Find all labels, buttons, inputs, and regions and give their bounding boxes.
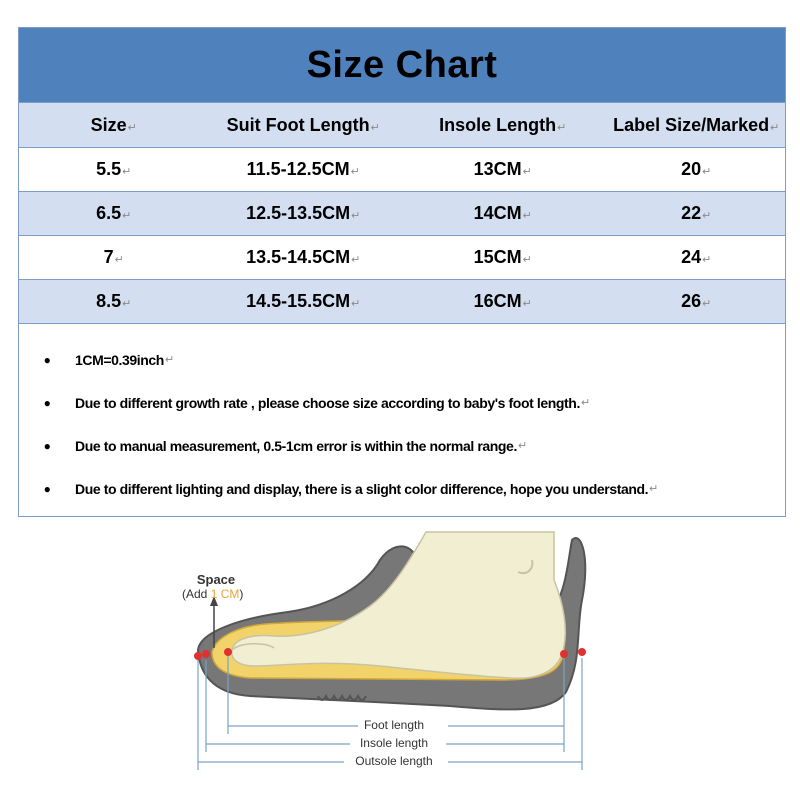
note-item: ● Due to manual measurement, 0.5-1cm error is within the normal range. ↵: [19, 424, 785, 467]
shoe-illustration: [170, 520, 600, 800]
table-header-row: [19, 103, 785, 148]
marker-dot: [224, 648, 232, 656]
bullet-icon: ●: [43, 395, 51, 410]
label-size-cell: 24↵: [681, 247, 712, 267]
space-label: Space: [196, 572, 236, 587]
page-title: Size Chart: [306, 43, 498, 86]
foot-length-cell: 12.5-13.5CM↵: [246, 203, 361, 223]
header-insole-length: Insole Length↵: [439, 114, 567, 135]
marker-dot: [202, 650, 210, 658]
table-row: [19, 148, 785, 192]
header-size: Size↵: [90, 114, 137, 135]
title-bar: [19, 28, 785, 103]
bullet-icon: ●: [43, 438, 51, 453]
label-size-cell: 26↵: [681, 291, 712, 311]
label-size-cell: 20↵: [681, 159, 712, 179]
notes-list: [19, 324, 785, 510]
marker-dot: [194, 652, 202, 660]
bullet-icon: ●: [43, 481, 51, 496]
foot-length-cell: 13.5-14.5CM↵: [246, 247, 361, 267]
table-row: [19, 192, 785, 236]
insole-length-cell: 16CM↵: [473, 291, 532, 311]
space-add-label: (Add 1 CM): [182, 587, 244, 601]
header-label-size: Label Size/Marked↵: [613, 114, 780, 135]
size-cell: 8.5↵: [96, 291, 132, 311]
size-chart-table: [18, 27, 786, 517]
note-item: ● Due to different growth rate , please choose size according to baby's foot length. ↵: [19, 381, 785, 424]
size-cell: 7↵: [103, 247, 124, 267]
foot-measurement-diagram: [170, 520, 600, 800]
label-size-cell: 22↵: [681, 203, 712, 223]
size-cell: 6.5↵: [96, 203, 132, 223]
bullet-icon: ●: [43, 352, 51, 367]
size-cell: 5.5↵: [96, 159, 132, 179]
insole-length-label: Insole length: [359, 736, 429, 750]
insole-length-cell: 14CM↵: [473, 203, 532, 223]
note-item: ● 1CM=0.39inch ↵: [19, 338, 785, 381]
foot-length-cell: 14.5-15.5CM↵: [246, 291, 361, 311]
header-suit-foot-length: Suit Foot Length↵: [226, 114, 380, 135]
table-row: [19, 236, 785, 280]
marker-dot: [578, 648, 586, 656]
outsole-length-label: Outsole length: [355, 754, 433, 768]
foot-length-cell: 11.5-12.5CM↵: [246, 159, 360, 179]
insole-length-cell: 13CM↵: [473, 159, 532, 179]
table-row: [19, 280, 785, 324]
marker-dot: [560, 650, 568, 658]
note-item: ● Due to different lighting and display, there is a slight color difference, hope you understand. ↵: [19, 467, 785, 510]
foot-length-label: Foot length: [363, 718, 425, 732]
insole-length-cell: 15CM↵: [473, 247, 532, 267]
